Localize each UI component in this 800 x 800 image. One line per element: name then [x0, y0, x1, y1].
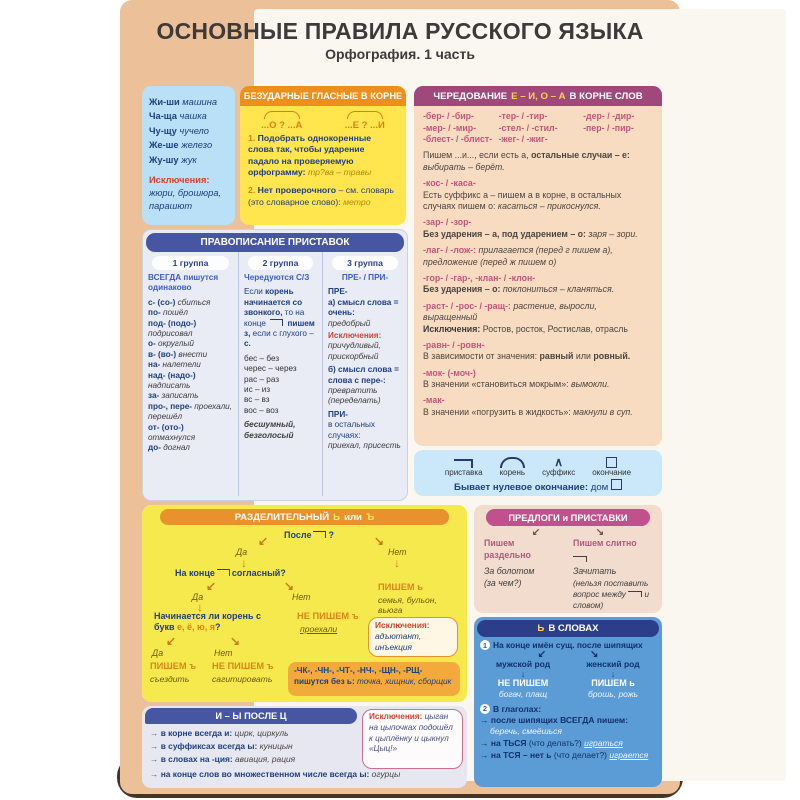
branch-arrows	[474, 526, 662, 538]
prefix-item: до- догнал	[148, 443, 190, 453]
i-y-after-ts-box	[142, 706, 467, 788]
i-y-rules-list	[150, 727, 362, 766]
zar-root: -зар- / -зор-	[423, 217, 472, 228]
group-pill: 1 группа	[152, 256, 229, 270]
prefix-symbol-icon	[217, 569, 230, 576]
prefix-group-2: 2 группа Чередуются С/З Если корень начинается со звонкого, то на конце пишем з, если с глухого – с. бес – без черес – через рас – раз ис – из вс – вз вос – воз бесшумный, безголосый	[238, 252, 322, 496]
arrow-down-icon: ↓	[520, 668, 526, 679]
rule-line: Ча-ща чашка	[149, 111, 207, 122]
rule-item-2: 2. Нет проверочного – см. словарь (это словарное слово): метро	[248, 185, 394, 207]
prefix-symbol-icon	[628, 591, 642, 597]
ravn-root: -равн- / -ровн-	[423, 339, 485, 350]
s-z-pairs: бес – без черес – через рас – раз ис – из вс – вз вос – воз	[244, 353, 297, 415]
gor-root: -гор- / -гар-, -клан- / -клон-	[423, 272, 536, 283]
poster-subtitle: Орфография. 1 часть	[325, 46, 475, 62]
prefix-item: за- записать	[148, 391, 199, 401]
ending-square-icon	[611, 479, 622, 490]
section-header: Ь В СЛОВАХ	[477, 620, 659, 637]
arrow-right-icon: →	[150, 754, 159, 765]
prefix-item: о- округлый	[148, 339, 194, 349]
prefix-item: с- (со-) сбиться	[148, 297, 211, 307]
section-header: ЧЕРЕДОВАНИЕ Е – И, О – А В КОРНЕ СЛОВ	[414, 86, 662, 106]
morpheme-ending: окончание	[592, 455, 631, 477]
prefix-item: над- (надо-) надписать	[148, 370, 196, 390]
arrow-right-icon: →	[480, 749, 489, 760]
prefix-symbol-icon	[454, 459, 473, 468]
group-2-intro: Если корень начинается со звонкого, то на конце пишем з, если с глухого – с.	[244, 287, 315, 349]
i-y-exceptions-box: Исключения: цыган на цыпочках подошёл к цыплёнку и цыкнул «Цыц!»	[362, 709, 463, 769]
pattern-o-a: ...О ? ...А	[261, 111, 302, 131]
list-item: → в корне всегда и: цирк, циркуль	[150, 728, 289, 738]
write-soft-sign: ПИШЕМ ь	[378, 582, 423, 592]
arrow-down-left-icon: ↙	[166, 634, 177, 648]
zhi-shi-rules-box	[142, 86, 235, 225]
feminine-column: женский род ↓ ПИШЕМ ь брошь, рожь	[568, 659, 658, 700]
no-hard-sign: НЕ ПИШЕМ ъ	[212, 661, 274, 671]
lag-rule: -лаг- / -лож-: прилагается (перед г пишем а), предложение (перед ж пишем о)	[423, 245, 613, 267]
joined-writing-column: Пишем слитно Зачитать (нельзя поставить вопрос между и словом)	[573, 538, 649, 610]
group-2-examples: бесшумный, безголосый	[244, 420, 296, 440]
verb-rule-2: → на ТЬСЯ (что делать?) играться	[480, 737, 623, 748]
zero-ending-note: Бывает нулевое окончание: дом	[414, 479, 662, 493]
arrow-right-icon: →	[150, 728, 159, 738]
prefix-spelling-box	[142, 229, 408, 501]
arrow-down-right-icon: ↘	[590, 649, 599, 660]
prefix-item: в- (во-) внести	[148, 349, 208, 359]
ravn-rule: В зависимости от значения: равный или ровный.	[423, 351, 631, 362]
kos-root: -кос- / -каса-	[423, 178, 476, 189]
poster-title: ОСНОВНЫЕ ПРАВИЛА РУССКОГО ЯЗЫКА	[156, 18, 644, 44]
rule-item-1: 1. Подобрать однокоренные слова так, чтобы ударение падало на проверяемую орфограмму: тр?ва – травы	[248, 133, 372, 177]
arrow-down-icon: ↓	[241, 556, 247, 570]
verb-rule-3: → на ТСЯ – нет ь (что делает?) играется	[480, 749, 649, 760]
section-header: ПРЕДЛОГИ и ПРИСТАВКИ	[486, 509, 650, 526]
arrow-down-right-icon: ↘	[595, 527, 605, 538]
exceptions-text: жюри, брошюра, парашют	[149, 188, 222, 211]
prefix-item: про-, пере- проехали, перешёл	[148, 401, 233, 422]
root-arc-icon	[500, 457, 525, 468]
arrow-down-icon: ↓	[394, 556, 400, 570]
mok-rule: В значении «становиться мокрым»: вымокли.	[423, 379, 610, 390]
separate-writing-column: Пишем раздельно За болотом (за чем?)	[484, 538, 535, 588]
circled-number: 1	[480, 640, 490, 650]
verbs-rule-heading: 2 В глаголах:	[474, 700, 662, 714]
section-header: РАЗДЕЛИТЕЛЬНЫЙ Ь или Ъ	[160, 509, 449, 525]
question-after-prefix: После ?	[284, 530, 334, 540]
gor-rule: Без ударения – о: поклониться – кланяться.	[423, 284, 615, 295]
masculine-column: мужской род ↓ НЕ ПИШЕМ богач, плащ	[478, 659, 568, 700]
rule-i-line: Пишем ...и..., если есть а, остальные случаи – е: выбирать – берёт.	[423, 150, 630, 172]
prepositions-prefixes-box	[474, 505, 662, 613]
rast-exceptions: Исключения: Ростов, росток, Ростислав, отрасль	[423, 323, 628, 334]
group-pill: 2 группа	[248, 256, 313, 270]
group-pill: 3 группа	[332, 256, 398, 270]
arrow-down-left-icon: ↙	[258, 534, 269, 548]
arrow-right-icon: →	[150, 769, 159, 779]
mak-root: -мак-	[423, 395, 445, 406]
prefix-group-3: 3 группа ПРЕ- / ПРИ- ПРЕ- а) смысл слова = очень: предобрый Исключения: причудливый, прискорбный б) смысл слова = слова с пере-: превратить (переделать) ПРИ- в остальных случаях: приехал, присесть	[322, 252, 407, 496]
prefix-symbol-icon	[573, 556, 587, 562]
arrow-down-right-icon: ↘	[284, 579, 295, 593]
rule-line: Же-ше железо	[149, 140, 213, 151]
root-arc-icon	[264, 111, 300, 119]
question-ends-consonant: На конце согласный?	[175, 568, 286, 578]
chk-chn-rule-pill: -ЧК-, -ЧН-, -ЧТ-, -НЧ-, -ЩН-, -РЩ- пишутся без ь: точка, хищник, сборщик	[288, 662, 460, 696]
unstressed-vowels-box	[240, 86, 406, 225]
prefix-item: по- пошёл	[148, 308, 188, 318]
prefix-group-1: 1 группа ВСЕГДА пишутся одинаково с- (со-) сбиться по- пошёл под- (подо-) подрисовал о- округлый в- (во-) внести на- налетели над- (надо-) надписать за- записать про-, пере- проехали, перешёл от- (ото-) отмахнулся до- догнал	[148, 257, 233, 453]
rule-line: Жи-ши машина	[149, 97, 217, 107]
prefix-item: от- (ото-) отмахнулся	[148, 422, 196, 442]
morpheme-suffix: ∧ суффикс	[542, 455, 576, 477]
arrow-down-right-icon: ↘	[374, 534, 385, 548]
arrow-down-left-icon: ↙	[537, 649, 546, 660]
rule-line: Чу-щу чучело	[149, 125, 209, 136]
zar-rule: Без ударения – а, под ударением – о: заря – зори.	[423, 228, 638, 239]
suffix-caret-icon: ∧	[554, 455, 564, 469]
soft-sign-in-words-box	[474, 617, 662, 787]
no-hard-sign-mid: НЕ ПИШЕМ ъ	[297, 611, 359, 621]
prefix-symbol-icon	[313, 531, 326, 538]
mok-root: -мок- (-моч-)	[423, 367, 476, 378]
arrow-down-left-icon: ↙	[531, 527, 541, 538]
pattern-e-i: ...Е ? ...И	[345, 111, 385, 131]
arrow-right-icon: →	[150, 741, 159, 752]
arrow-down-right-icon: ↘	[230, 634, 241, 648]
branch-arrows	[474, 650, 662, 659]
rule-line: Жу-шу жук	[149, 154, 197, 165]
section-header: ПРАВОПИСАНИЕ ПРИСТАВОК	[146, 233, 404, 252]
arrow-down-icon: ↓	[610, 668, 616, 679]
question-root-vowels: Начинается ли корень с букв е, ё, ю, я?	[154, 611, 262, 633]
list-item: → в суффиксах всегда ы: куницын	[150, 741, 293, 752]
circled-number: 2	[480, 704, 490, 714]
list-item: → в словах на -ция: авиация, рация	[150, 754, 296, 765]
write-hard-sign: ПИШЕМ ъ	[150, 661, 197, 671]
section-header: И – Ы ПОСЛЕ Ц	[145, 708, 357, 724]
exceptions-label: Исключения:	[149, 175, 210, 186]
separator-exceptions-box: Исключения: адъютант, инъекция	[368, 617, 458, 657]
rast-rule: -раст- / -рос- / -ращ-: растение, выросли, выращенный	[423, 300, 597, 323]
verb-rule-1: → после шипящих ВСЕГДА пишем: беречь, смеёшься	[480, 714, 629, 736]
prefix-item: под- (подо-) подрисовал	[148, 318, 197, 338]
prefix-symbol-icon	[270, 319, 283, 326]
separator-sign-box: РАЗДЕЛИТЕЛЬНЫЙ Ь или Ъ После ? ↙ ↘ Да Нет ↓ ↓ На конце согласный? ↙ ↘ Да Нет ↓ Начинается ли корень с букв е, ё, ю, я? ↙ ↘ Да Нет ПИШЕМ ъ съездить НЕ ПИШЕМ ъ сагитировать ПИШЕМ ь семья, бульон, вьюга НЕ ПИШЕМ ъ проехали Исключения: адъютант, инъекция -ЧК-, -ЧН-, -ЧТ-, -НЧ-, -ЩН-, -РЩ- пишутся без ь: точка, хищник, сборщик	[142, 505, 467, 702]
kos-rule: Есть суффикс а – пишем а в корне, в остальных случаях пишем о: касаться – прикоснулся.	[423, 189, 622, 212]
root-alternation-box	[414, 86, 662, 446]
root-pairs-grid: -бер- / -бир- -тер- / -тир- -дер- / -дир- -мер- / -мир- -стел- / -стил- -пер- / -пир- -блест- / -блист- -жег- / -жиг-	[423, 111, 635, 145]
nouns-rule-heading: 1 На конце имён сущ. после шипящих	[474, 637, 662, 650]
arrow-right-icon: →	[480, 737, 489, 748]
list-item: → на конце слов во множественном числе всегда ы: огурцы	[150, 769, 401, 779]
ending-square-icon	[606, 457, 617, 468]
section-header: БЕЗУДАРНЫЕ ГЛАСНЫЕ В КОРНЕ	[240, 86, 406, 106]
morpheme-root: корень	[500, 455, 526, 477]
arrow-right-icon: →	[480, 714, 489, 725]
morpheme-prefix: приставка	[445, 455, 483, 477]
morpheme-symbols-box	[414, 450, 662, 496]
arrow-down-icon: ↓	[197, 600, 203, 614]
arrow-down-left-icon: ↙	[206, 579, 217, 593]
mak-rule: В значении «погрузить в жидкость»: макнули в суп.	[423, 406, 633, 417]
vowel-patterns	[240, 111, 406, 131]
root-arc-icon	[347, 111, 383, 119]
prefix-item: на- налетели	[148, 360, 201, 370]
